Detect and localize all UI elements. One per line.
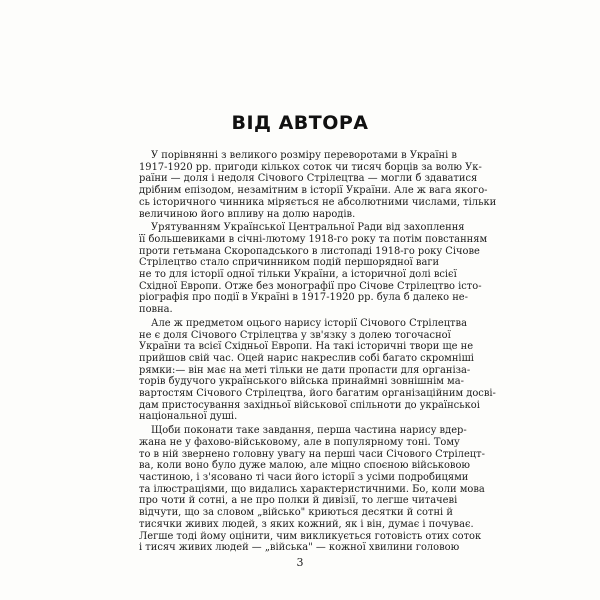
- paragraph: [139, 425, 485, 554]
- text-line: Але ж предметом оцього нарису історії Січового Стрілецтва: [151, 317, 467, 329]
- text-line: то в ній звернено головну увагу на перші часи Січового Стрілецт-: [139, 448, 485, 460]
- text-line: Щоби поконати таке завдання, перша частина нарису вдер-: [151, 425, 467, 437]
- text-line: частиною, і з'ясовано ті часи його історії з усіми подробицями: [139, 471, 469, 483]
- text-line: Стрілецтво стало спричинником подій першорядної ваги: [139, 257, 440, 269]
- paragraph: [139, 150, 497, 220]
- text-line: проти гетьмана Скоропадського в листопаді 1918-го року Січове: [139, 245, 480, 257]
- text-line: про чоти й сотні, а не про полки й дивізії, то легше читачеві: [139, 495, 458, 507]
- text-line: відчути, що за словом „військо" криються десятки й сотні й: [139, 507, 453, 519]
- text-line: величиною його впливу на долю народів.: [139, 208, 356, 220]
- paragraph: [139, 222, 488, 316]
- text-line: прийшов свій час. Оцей нарис накреслив собі багато скромніші: [139, 352, 474, 364]
- text-line: національної душі.: [139, 411, 238, 423]
- text-line: повна.: [139, 304, 173, 316]
- text-line: дам пристосування західньої військової спільноти до українськоі: [139, 399, 480, 411]
- text-line: дрібним епізодом, незамітним в історії України. Але ж вага якого-: [139, 185, 488, 197]
- page-title: ВІД АВТОРА: [231, 112, 369, 134]
- page-number: 3: [296, 556, 304, 569]
- text-line: торів будучого українського війська принаймні зовнішнім ма-: [139, 376, 464, 388]
- text-line: рямки:— він має на меті тільки не дати пропасти для організа-: [139, 364, 471, 376]
- text-line: України та всієї Східньої Европи. На такі історичні твори ще не: [139, 341, 474, 353]
- text-line: сь історичного чинника міряється не абсолютними числами, тільки: [139, 196, 497, 208]
- text-line: жана не у фахово-військовому, але в популярному тоні. Тому: [139, 436, 460, 448]
- text-line: вартостям Січового Стрілецтва, його багатим організаційним досві-: [139, 388, 496, 400]
- paragraph: [139, 317, 496, 423]
- text-line: Легше тоді йому оцінити, чим викликується готовість отих соток: [139, 530, 482, 542]
- text-line: Східної Европи. Отже без монографії про Січове Стрілецтво істо-: [139, 280, 482, 292]
- text-line: 1917-1920 рр. пригоди кількох соток чи тисяч борців за волю Ук-: [139, 161, 482, 173]
- text-line: тисячки живих людей, з яких кожний, як і він, думає і почуває.: [139, 518, 474, 530]
- text-line: не є доля Січового Стрілецтва у зв'язку з долею тогочасної: [139, 329, 451, 341]
- text-line: ріографія про події в Україні в 1917-1920 рр. була б далеко не-: [139, 292, 468, 304]
- body-text: [139, 150, 497, 556]
- text-line: її большевиками в січні-лютому 1918-го року та потім повстанням: [139, 233, 488, 245]
- text-line: У порівнянні з великого розміру переворотами в Україні в: [151, 150, 457, 161]
- text-line: раїни — доля і недоля Січового Стрілецтва — могли б здаватися: [139, 173, 478, 185]
- text-line: і тисяч живих людей — „війська" — кожної хвилини головою: [139, 542, 460, 554]
- text-line: Урятуванням Української Центральної Ради від захоплення: [151, 222, 465, 234]
- text-line: ва, коли воно було дуже малою, але міцно споєною військовою: [139, 460, 471, 472]
- text-line: не то для історії одної тільки України, а історичної долі всієї: [139, 269, 457, 281]
- text-line: та ілюстраціями, що видались характеристичними. Бо, коли мова: [139, 483, 485, 495]
